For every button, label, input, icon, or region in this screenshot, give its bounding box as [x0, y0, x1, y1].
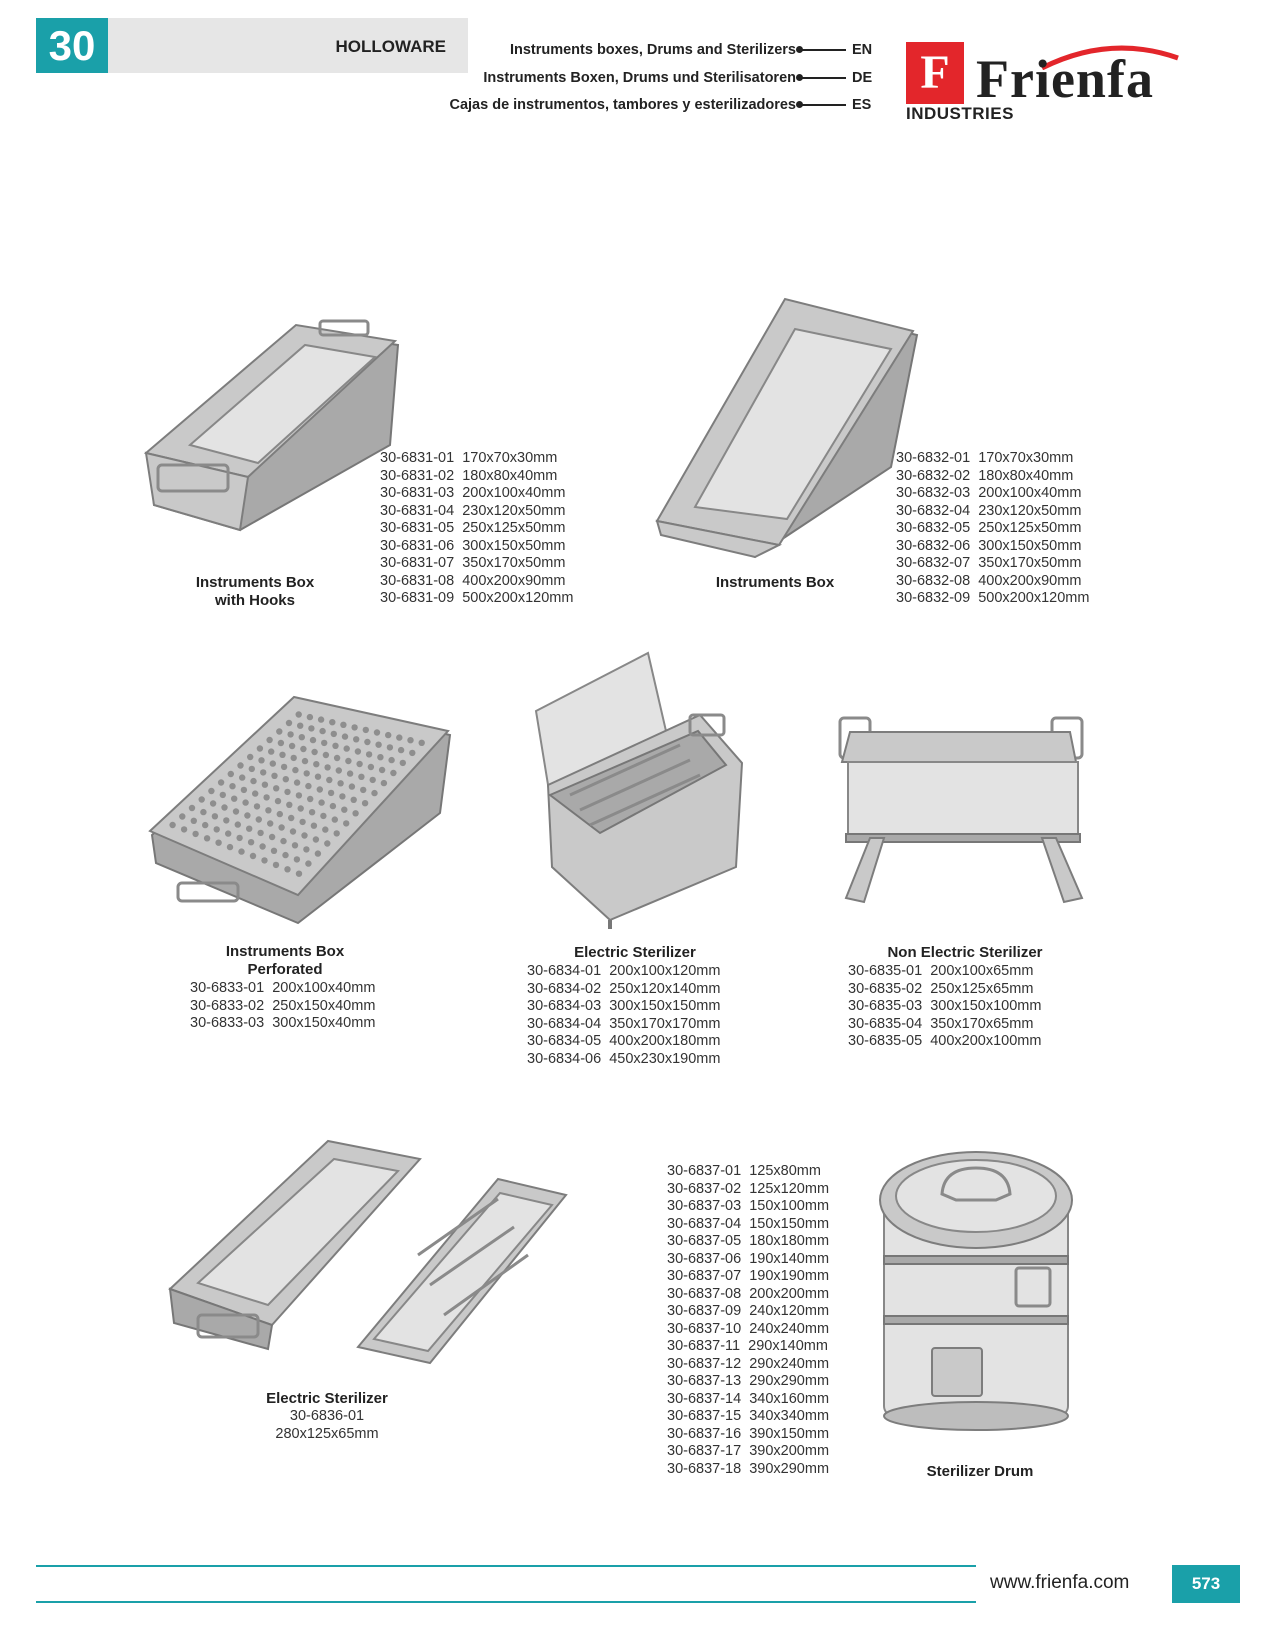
perforation-hole: [396, 734, 402, 740]
perforation-hole: [366, 751, 372, 757]
perforation-hole: [321, 740, 327, 746]
perforation-hole: [326, 777, 332, 783]
perforation-hole: [225, 830, 231, 836]
bullet-line-icon: [800, 77, 846, 79]
perforation-hole: [303, 846, 309, 852]
code-row: 30-6832-09 500x200x120mm: [896, 590, 1090, 606]
code-row: 30-6837-03 150x100mm: [667, 1198, 830, 1214]
code-row: 30-6831-02 180x80x40mm: [380, 467, 558, 484]
perforation-hole: [220, 792, 226, 798]
chapter-number: 30: [36, 18, 108, 73]
perforation-hole: [294, 856, 300, 862]
perforation-hole: [341, 807, 347, 813]
lang-code-es: ES: [852, 97, 872, 113]
perforation-hole: [351, 724, 357, 730]
perforation-hole: [308, 725, 314, 731]
perforation-hole: [269, 834, 275, 840]
code-row: 30-6837-04 150x150mm: [667, 1215, 830, 1232]
perforation-hole: [257, 830, 263, 836]
codes-6835: [848, 963, 1041, 1051]
perforation-hole: [179, 813, 185, 819]
perforation-hole: [298, 805, 304, 811]
title-en-text: Instruments boxes, Drums and Sterilizers: [509, 42, 796, 58]
non-electric-sterilizer-image: [830, 712, 1092, 910]
code-row: 30-6837-13 290x290mm: [667, 1373, 830, 1389]
code-row: 30-6837-09 240x120mm: [667, 1303, 830, 1319]
codes-6831: [380, 450, 573, 608]
perforation-hole: [258, 757, 264, 763]
perforation-hole: [231, 796, 237, 802]
perforation-hole: [282, 852, 288, 858]
perforation-hole: [319, 728, 325, 734]
perforation-hole: [242, 799, 248, 805]
product-name-6832: Instruments Box: [715, 574, 835, 591]
perforation-hole: [199, 796, 205, 802]
perforation-hole: [305, 860, 311, 866]
perforation-hole: [292, 767, 298, 773]
code-row: 30-6832-07 350x170x50mm: [896, 555, 1082, 571]
code-row: 30-6837-10 240x240mm: [667, 1320, 830, 1337]
instruments-box-image: [655, 295, 925, 565]
perforation-hole: [334, 755, 340, 761]
code-row: 30-6835-05 400x200x100mm: [848, 1033, 1042, 1049]
perforation-hole: [214, 826, 220, 832]
product-name-line: Perforated: [247, 960, 323, 978]
perforation-hole: [270, 760, 276, 766]
perforation-hole: [227, 844, 233, 850]
perforation-hole: [332, 816, 338, 822]
perforation-hole: [294, 779, 300, 785]
perforation-hole: [215, 840, 221, 846]
perforation-hole: [307, 796, 313, 802]
product-size-6836: 280x125x65mm: [275, 1426, 379, 1442]
perforation-hole: [284, 866, 290, 872]
perforation-hole: [265, 807, 271, 813]
perforation-hole: [237, 762, 243, 768]
perforation-hole: [289, 743, 295, 749]
perforation-hole: [322, 826, 328, 832]
code-row: 30-6837-15 340x340mm: [667, 1408, 830, 1424]
perforation-hole: [218, 779, 224, 785]
code-row: 30-6837-17 390x200mm: [667, 1443, 830, 1459]
perforation-hole: [296, 711, 302, 717]
perforation-hole: [257, 745, 263, 751]
perforation-hole: [296, 871, 302, 877]
product-name-line: Instruments Box: [225, 943, 345, 960]
perforation-hole: [334, 830, 340, 836]
perforation-hole: [290, 828, 296, 834]
code-row: 30-6837-05 180x180mm: [667, 1233, 830, 1249]
code-row: 30-6834-04 350x170x170mm: [527, 1015, 721, 1032]
perforation-hole: [256, 816, 262, 822]
perforation-hole: [310, 737, 316, 743]
code-row: 30-6831-03 200x100x40mm: [380, 485, 566, 501]
perforation-hole: [280, 838, 286, 844]
product-name-6831: [160, 574, 350, 609]
perforation-hole: [313, 761, 319, 767]
perforation-hole: [311, 749, 317, 755]
perforation-hole: [292, 842, 298, 848]
code-row: 30-6837-12 290x240mm: [667, 1355, 830, 1372]
code-row: 30-6833-02 250x150x40mm: [190, 997, 376, 1014]
perforation-hole: [409, 750, 415, 756]
perforation-hole: [244, 812, 250, 818]
perforation-hole: [390, 770, 396, 776]
instruments-box-hooks-image: [140, 305, 412, 540]
perforation-hole: [202, 822, 208, 828]
perforation-hole: [273, 862, 279, 868]
perforation-hole: [236, 835, 242, 841]
product-name-6837: Sterilizer Drum: [926, 1463, 1034, 1480]
code-row: 30-6835-03 300x150x100mm: [848, 998, 1042, 1014]
perforation-hole: [313, 836, 319, 842]
lang-code-en: EN: [852, 42, 873, 58]
perforation-hole: [320, 813, 326, 819]
perforation-hole: [299, 819, 305, 825]
perforation-hole: [356, 761, 362, 767]
perforation-hole: [360, 787, 366, 793]
perforation-hole: [379, 767, 385, 773]
code-row: 30-6837-02 125x120mm: [667, 1180, 830, 1197]
perforation-hole: [331, 731, 337, 737]
codes-6834: [527, 963, 720, 1068]
perforation-hole: [200, 809, 206, 815]
bullet-line-icon: [800, 49, 846, 51]
perforation-hole: [287, 731, 293, 737]
perforation-hole: [329, 719, 335, 725]
code-row: 30-6834-02 250x120x140mm: [527, 980, 721, 997]
perforation-hole: [278, 740, 284, 746]
perforation-hole: [381, 780, 387, 786]
perforation-hole: [419, 740, 425, 746]
codes-6832: [896, 450, 1089, 608]
perforation-hole: [336, 767, 342, 773]
perforation-hole: [370, 777, 376, 783]
code-row: 30-6831-05 250x125x50mm: [380, 520, 566, 536]
perforation-hole: [302, 758, 308, 764]
perforation-hole: [288, 815, 294, 821]
perforation-hole: [267, 820, 273, 826]
perforation-hole: [351, 797, 357, 803]
perforation-hole: [189, 805, 195, 811]
logo-mark: [906, 42, 964, 104]
product-name-line: Instruments Box: [195, 574, 315, 591]
perforation-hole: [229, 783, 235, 789]
page-number: 573: [1172, 1565, 1240, 1603]
perforation-hole: [283, 776, 289, 782]
perforation-hole: [339, 793, 345, 799]
perforation-hole: [324, 764, 330, 770]
perforation-hole: [352, 810, 358, 816]
perforation-hole: [204, 835, 210, 841]
perforation-hole: [210, 800, 216, 806]
code-row: 30-6831-04 230x120x50mm: [380, 502, 566, 519]
perforation-hole: [371, 790, 377, 796]
code-row: 30-6831-06 300x150x50mm: [380, 537, 566, 554]
perforation-hole: [311, 823, 317, 829]
perforation-hole: [347, 770, 353, 776]
perforation-hole: [328, 790, 334, 796]
perforation-hole: [299, 734, 305, 740]
perforation-hole: [323, 752, 329, 758]
perforation-hole: [332, 743, 338, 749]
perforation-hole: [345, 758, 351, 764]
perforation-hole: [387, 744, 393, 750]
perforation-hole: [250, 853, 256, 859]
language-titles: [400, 40, 874, 120]
perforation-hole: [268, 748, 274, 754]
perforation-hole: [368, 764, 374, 770]
perforation-hole: [304, 770, 310, 776]
product-code-6836: 30-6836-01: [289, 1408, 365, 1424]
perforation-hole: [355, 748, 361, 754]
perforation-hole: [277, 811, 283, 817]
sterilizer-drum-image: [876, 1148, 1076, 1433]
code-row: 30-6837-06 190x140mm: [667, 1250, 830, 1267]
perforation-hole: [271, 848, 277, 854]
title-es: [449, 97, 874, 113]
perforation-hole: [249, 766, 255, 772]
perforation-hole: [296, 792, 302, 798]
code-row: 30-6831-07 350x170x50mm: [380, 555, 566, 571]
perforation-hole: [317, 786, 323, 792]
electric-sterilizer-image: [530, 645, 746, 930]
code-row: 30-6837-07 190x190mm: [667, 1268, 830, 1284]
code-row: 30-6832-05 250x125x50mm: [896, 520, 1082, 536]
codes-6837: [667, 1163, 829, 1478]
perforation-hole: [315, 774, 321, 780]
code-row: 30-6835-01 200x100x65mm: [848, 963, 1034, 979]
perforation-hole: [250, 778, 256, 784]
perforation-hole: [318, 716, 324, 722]
code-row: 30-6834-06 450x230x190mm: [527, 1050, 721, 1067]
perforation-hole: [247, 754, 253, 760]
logo-f-icon: F: [920, 46, 950, 99]
lang-code-de: DE: [852, 70, 873, 86]
code-row: 30-6831-01 170x70x30mm: [380, 450, 558, 466]
perforation-hole: [291, 755, 297, 761]
product-name-6835: Non Electric Sterilizer: [887, 944, 1043, 961]
perforation-hole: [400, 760, 406, 766]
perforation-hole: [261, 857, 267, 863]
code-row: 30-6837-18 390x290mm: [667, 1460, 830, 1477]
product-name-6836: Electric Sterilizer: [266, 1390, 388, 1407]
perforation-hole: [344, 745, 350, 751]
title-es-text: Cajas de instrumentos, tambores y esterilizadores: [449, 97, 796, 113]
perforation-hole: [246, 826, 252, 832]
perforation-hole: [385, 732, 391, 738]
perforation-hole: [340, 722, 346, 728]
perforation-hole: [276, 728, 282, 734]
perforation-hole: [375, 742, 381, 748]
title-de-text: Instruments Boxen, Drums und Sterilisatoren: [483, 70, 796, 86]
perforation-hole: [248, 839, 254, 845]
perforation-hole: [301, 832, 307, 838]
perforation-hole: [254, 803, 260, 809]
perforation-hole: [377, 754, 383, 760]
perforation-hole: [238, 848, 244, 854]
code-row: 30-6835-04 350x170x65mm: [848, 1015, 1034, 1032]
perforation-hole: [260, 769, 266, 775]
code-row: 30-6835-02 250x125x65mm: [848, 980, 1034, 997]
perforation-hole: [281, 764, 287, 770]
perforation-hole: [318, 799, 324, 805]
code-row: 30-6831-08 400x200x90mm: [380, 572, 566, 589]
perforation-hole: [241, 787, 247, 793]
perforation-hole: [239, 774, 245, 780]
perforation-hole: [235, 821, 241, 827]
perforation-hole: [363, 727, 369, 733]
logo-brand: Frienfa: [976, 49, 1154, 109]
code-row: 30-6832-08 400x200x90mm: [896, 572, 1082, 589]
perforation-hole: [315, 850, 321, 856]
code-row: 30-6837-14 340x160mm: [667, 1390, 830, 1407]
bullet-line-icon: [800, 104, 846, 106]
perforation-hole: [353, 736, 359, 742]
perforation-hole: [388, 757, 394, 763]
perforation-hole: [271, 773, 277, 779]
perforation-hole: [398, 747, 404, 753]
perforation-hole: [324, 840, 330, 846]
perforation-hole: [223, 817, 229, 823]
product-name-6833: [190, 943, 380, 978]
code-row: 30-6832-06 300x150x50mm: [896, 537, 1082, 554]
code-row: 30-6837-11 290x140mm: [667, 1338, 828, 1354]
perforation-hole: [169, 822, 175, 828]
perforation-hole: [309, 809, 315, 815]
product-name-6834: Electric Sterilizer: [574, 944, 696, 961]
code-row: 30-6837-08 200x200mm: [667, 1285, 830, 1302]
title-en: [510, 42, 874, 58]
code-row: 30-6834-01 200x100x120mm: [527, 963, 721, 979]
perforation-hole: [259, 843, 265, 849]
code-row: 30-6834-03 300x150x150mm: [527, 998, 721, 1014]
code-row: 30-6832-01 170x70x30mm: [896, 450, 1074, 466]
perforation-hole: [362, 800, 368, 806]
perforation-hole: [307, 714, 313, 720]
perforation-hole: [330, 803, 336, 809]
code-row: 30-6834-05 400x200x180mm: [527, 1033, 721, 1049]
perforation-hole: [252, 790, 258, 796]
perforation-hole: [278, 824, 284, 830]
perforation-hole: [221, 804, 227, 810]
perforation-hole: [212, 813, 218, 819]
perforation-hole: [349, 783, 355, 789]
perforation-hole: [297, 723, 303, 729]
perforation-hole: [358, 774, 364, 780]
perforated-box-image: [148, 695, 458, 930]
perforation-hole: [343, 820, 349, 826]
perforation-hole: [233, 808, 239, 814]
perforation-hole: [279, 752, 285, 758]
code-row: 30-6833-01 200x100x40mm: [190, 980, 376, 996]
code-row: 30-6837-16 390x150mm: [667, 1425, 830, 1442]
perforation-hole: [364, 739, 370, 745]
logo-sub: INDUSTRIES: [906, 104, 1014, 123]
perforation-hole: [262, 782, 268, 788]
perforation-hole: [228, 771, 234, 777]
perforation-hole: [263, 794, 269, 800]
perforation-hole: [273, 785, 279, 791]
perforation-hole: [192, 831, 198, 837]
perforation-hole: [374, 729, 380, 735]
perforation-hole: [275, 798, 281, 804]
footer-url[interactable]: www.frienfa.com: [990, 1572, 1130, 1593]
code-row: 30-6832-04 230x120x50mm: [896, 502, 1082, 519]
code-row: 30-6833-03 300x150x40mm: [190, 1015, 376, 1031]
section-title: HOLLOWARE: [335, 37, 446, 56]
product-name-line: with Hooks: [214, 591, 295, 609]
perforation-hole: [208, 788, 214, 794]
perforation-hole: [337, 780, 343, 786]
code-row: 30-6832-03 200x100x40mm: [896, 485, 1082, 501]
perforation-hole: [342, 733, 348, 739]
perforation-hole: [286, 802, 292, 808]
codes-6833: [190, 980, 375, 1033]
perforation-hole: [305, 783, 311, 789]
perforation-hole: [266, 737, 272, 743]
title-de: [483, 70, 874, 86]
perforation-hole: [300, 746, 306, 752]
code-row: 30-6831-09 500x200x120mm: [380, 590, 574, 606]
code-row: 30-6837-01 125x80mm: [667, 1163, 821, 1179]
perforation-hole: [284, 789, 290, 795]
perforation-hole: [191, 818, 197, 824]
electric-sterilizer-tray-image: [168, 1135, 568, 1365]
perforation-hole: [181, 826, 187, 832]
perforation-hole: [407, 737, 413, 743]
perforation-hole: [286, 720, 292, 726]
code-row: 30-6832-02 180x80x40mm: [896, 467, 1074, 484]
